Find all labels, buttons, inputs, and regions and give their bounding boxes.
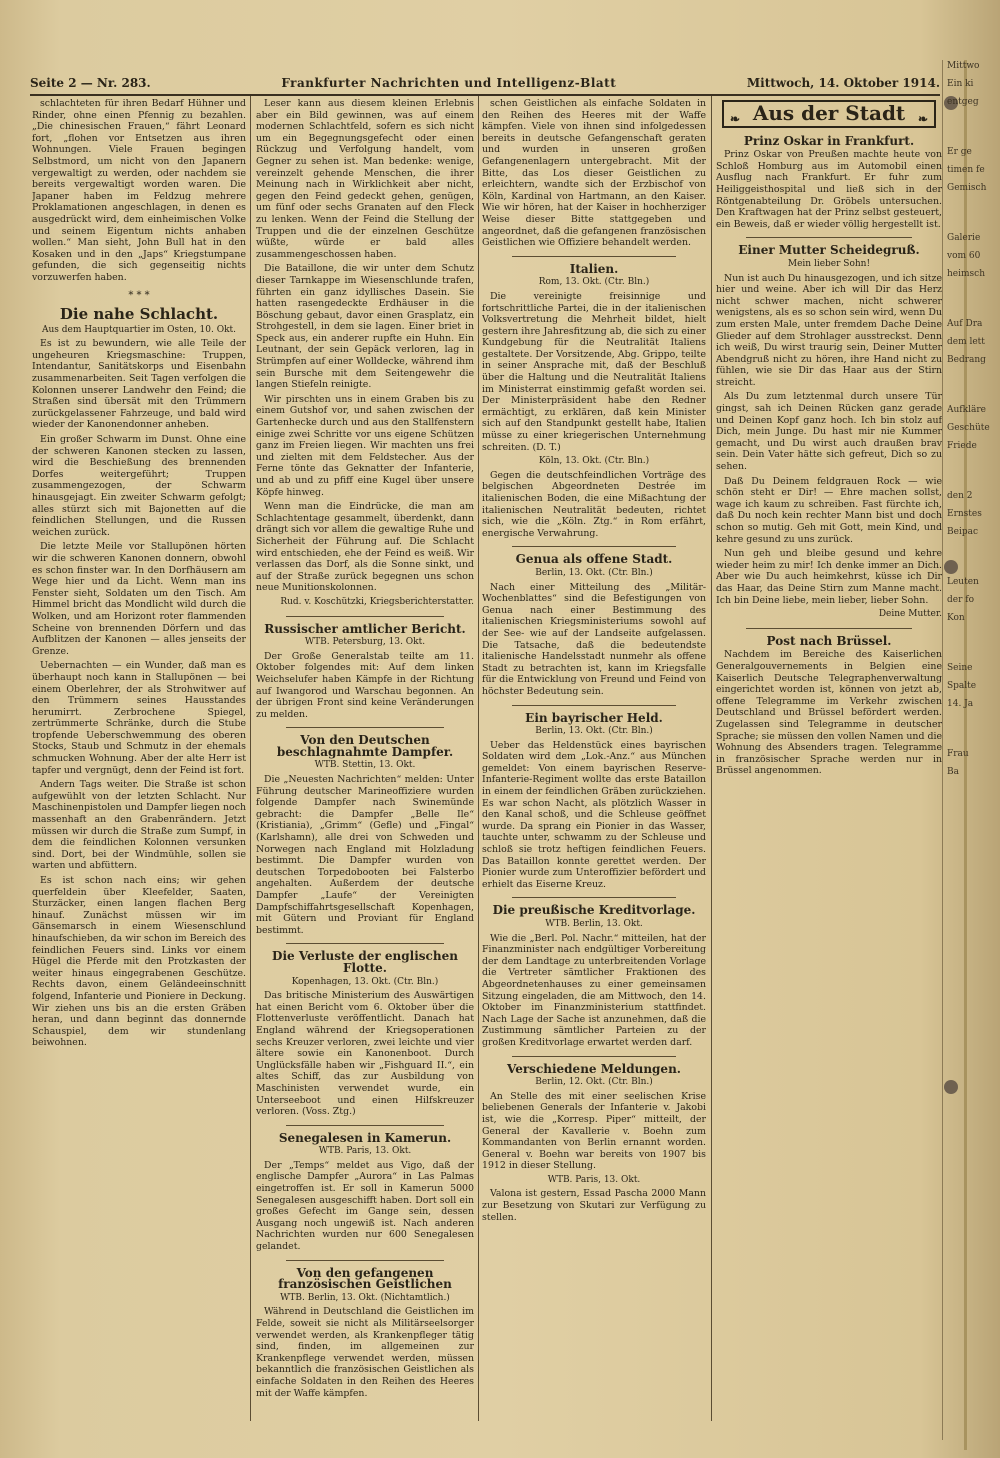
- divider: [746, 237, 912, 238]
- article-headline: Einer Mutter Scheidegruß.: [738, 243, 920, 258]
- article-headline: Russischer amtlicher Bericht.: [264, 621, 466, 636]
- divider: [512, 705, 676, 706]
- article-paragraph: Als Du zum letztenmal durch unsere Tür gingst, sah ich Deinen Rücken ganz gerade und Deinen Kopf ganz hoch. Ich bin stolz auf Dich, mein Junge. Du hast mir nie Kummer gemacht, und Du wirst auch draußen brav sein. Dein Vater hätte sich gefreut, Dich so zu sehen.: [716, 391, 942, 473]
- article-headline: Die Verluste der englischen Flotte.: [272, 949, 458, 975]
- article-paragraph: Nun geh und bleibe gesund und kehre wieder heim zu mir! Ich denke immer an Dich. Aber wie Du auch heimkehrst, küsse ich Dir das Haar, das Deine Stirn zum Manne macht. Ich bin Deine liebe, mein lieber, lieber Sohn.: [716, 548, 942, 606]
- article-headline: Verschiedene Meldungen.: [507, 1061, 681, 1076]
- issue-date: Mittwoch, 14. Oktober 1914.: [746, 76, 940, 90]
- edge-text-line: der fo: [947, 595, 974, 605]
- divider: [286, 727, 444, 728]
- dateline: Rom, 13. Okt. (Ctr. Bln.): [538, 277, 650, 288]
- dateline: WTB. Berlin, 13. Okt. (Nichtamtlich.): [280, 1292, 450, 1303]
- divider: [286, 616, 444, 617]
- article-headline: Senegalesen in Kamerun.: [278, 1130, 452, 1145]
- dateline: WTB. Paris, 13. Okt.: [547, 1174, 641, 1185]
- divider: [512, 897, 676, 898]
- section-header-box: [722, 100, 936, 128]
- dateline: WTB. Stettin, 13. Okt.: [314, 760, 416, 771]
- divider: [286, 1260, 444, 1261]
- article-paragraph: Nun ist auch Du hinausgezogen, und ich sitze hier und weine. Aber ich will Dir das Herz nicht schwer machen, nicht schwerer wenigstens, als es so schon sein wird, wenn Du zum ersten Male, unter fremdem Dache Deine Glieder auf dem Strohlager ausstreckst. Denn ich weiß, Du wirst traurig sein, Deiner Mutter Abendgruß nicht zu hören, ihre Hand nicht zu fühlen, wie sie Dir das Haar aus der Stirn streicht.: [716, 272, 942, 388]
- dateline: Berlin, 12. Okt. (Ctr. Bln.): [535, 1077, 653, 1088]
- edge-text-line: Seine: [947, 663, 973, 673]
- edge-text-line: Galerie: [947, 233, 981, 243]
- divider: [512, 256, 676, 257]
- dateline: Köln, 13. Okt. (Ctr. Bln.): [538, 456, 650, 467]
- dateline: Berlin, 13. Okt. (Ctr. Bln.): [535, 567, 653, 578]
- column-3: [482, 98, 706, 1418]
- signature: Deine Mutter.: [878, 609, 942, 620]
- dateline: Berlin, 13. Okt. (Ctr. Bln.): [535, 726, 653, 737]
- edge-text-line: dem lett: [947, 337, 985, 347]
- edge-text-line: entgeg: [947, 97, 979, 107]
- article-headline: Post nach Brüssel.: [766, 633, 892, 648]
- article-paragraph: Wir pirschten uns in einem Graben bis zu einem Gutshof vor, und sahen zwischen der Gartenhecke durch und aus den Stallfenstern einige zwei Schritte vor uns eigene Schützen ganz im Freien liegen. Wir machten uns frei und zielten mit dem Feldstecher. Aus der Ferne tönte das Geknatter der Infanterie, und ab und zu pfiff eine Kugel über unsere Köpfe hinweg.: [256, 393, 474, 498]
- article-paragraph: schen Geistlichen als einfache Soldaten in den Reihen des Heeres mit der Waffe kämpfen. Viele von ihnen sind infolgedessen bereits in deutsche Gefangenschaft geraten und wurden in unseren großen Gefangenenlagern untergebracht. Mit der Bitte, das Los dieser Geistlichen zu erleichtern, wandte sich der Erzbischof von Köln, Kardinal von Hartmann, an den Kaiser. Wie wir hören, hat der Kaiser in hochherziger Weise dieser Bitte stattgegeben und angeordnet, daß die gefangenen französischen Geistlichen wie Offiziere behandelt werden.: [482, 98, 706, 249]
- dateline: WTB. Petersburg, 13. Okt.: [304, 637, 426, 648]
- edge-text-line: Leuten: [947, 577, 979, 587]
- edge-text-line: Bedrang: [947, 355, 986, 365]
- article-paragraph: Während in Deutschland die Geistlichen im Felde, soweit sie nicht als Militärseelsorger verwendet werden, als Krankenpfleger tätig sind, finden, im allgemeinen zur Krankenpflege verwendet werden, müssen bekanntlich die französischen Geistlichen als einfache Soldaten in den Reihen des Heeres mit der Waffe kämpfen.: [256, 1306, 474, 1399]
- article-paragraph: Andern Tags weiter. Die Straße ist schon aufgewühlt von der letzten Schlacht. Nur Maschinenpistolen und Dampfer liegen noch massenhaft an den Grabenrändern. Jetzt müssen wir durch die Straße zum Sumpf, in dem die feindlichen Kolonnen versunken sind. Dort, bei der Windmühle, sollen sie warten und abfüttern.: [32, 779, 246, 872]
- article-paragraph: Der Große Generalstab teilte am 11. Oktober folgendes mit: Auf dem linken Weichselufer haben Kämpfe in der Richtung auf Iwangorod und Warschau begonnen. An der übrigen Front sind keine Veränderungen zu melden.: [256, 650, 474, 720]
- byline: Rud. v. Koschützki, Kriegsberichterstatter.: [280, 596, 474, 607]
- edge-text-line: Beipac: [947, 527, 978, 537]
- edge-text-line: Ein ki: [947, 79, 974, 89]
- article-paragraph: An Stelle des mit einer seelischen Krise beliebenen Generals der Infanterie v. Jakobi ist, wie die „Korresp. Piper“ mitteilt, der General der Kavallerie v. Boehn zum Kommandanten von Berlin ernannt worden. General v. Boehn war bereits von 1907 bis 1912 in dieser Stellung.: [482, 1090, 706, 1172]
- article-paragraph: Nachdem im Bereiche des Kaiserlichen Generalgouvernements in Belgien eine Kaiserlich Deutsche Telegraphenverwaltung eingerichtet worden ist, können von jetzt ab, offene Telegramme im Verkehr zwischen Deutschland und Brüssel befördert werden. Zugelassen sind Telegramme in deutscher Sprache; sie müssen den vollen Namen und die Wohnung des Absenders tragen. Telegramme in französischer Sprache werden nur in Brüssel angenommen.: [716, 649, 942, 777]
- column-rule: [478, 96, 479, 1421]
- article-headline: Die nahe Schlacht.: [59, 305, 219, 324]
- edge-text-line: timen fe: [947, 165, 985, 175]
- column-2: [256, 98, 474, 1418]
- masthead: [30, 72, 940, 96]
- dateline: WTB. Berlin, 13. Okt.: [545, 919, 643, 929]
- dateline: Kopenhagen, 13. Okt. (Ctr. Bln.): [291, 976, 439, 987]
- article-paragraph: Valona ist gestern, Essad Pascha 2000 Mann zur Besetzung von Skutari zur Verfügung zu stellen.: [482, 1188, 706, 1223]
- article-paragraph: Daß Du Deinem feldgrauen Rock — wie schön steht er Dir! — Ehre machen sollst, wage ich kaum zu schreiben. Fast fürchte ich, daß Du noch kein rechter Mann bist und doch schon so mutig. Geh mit Gott, mein Kind, und kehre gesund zu uns zurück.: [716, 475, 942, 545]
- article-paragraph: Der „Temps“ meldet aus Vigo, daß der englische Dampfer „Aurora“ in Las Palmas eingetroffen ist. Er soll in Kamerun 5000 Senegalesen ausgeschifft haben. Dort soll ein großes Gefecht im Gange sein, dessen Ausgang noch ungewiß ist. Nach anderen Nachrichten wurden nur 600 Senegalesen gelandet.: [256, 1159, 474, 1253]
- section-title: Aus der Stadt: [752, 101, 906, 125]
- article-paragraph: Das britische Ministerium des Auswärtigen hat einen Bericht vom 6. Oktober über die Flottenverluste veröffentlicht. Danach hat England während der Kriegsoperationen sechs Kreuzer verloren, zwei leichte und vier ältere sowie ein Kanonenboot. Durch Unglücksfälle haben wir „Fishguard II.“, ein altes Schiff, das zur Ausbildung von Maschinisten verwendet wurde, ein Unterseeboot und einen Hilfskreuzer verloren. (Voss. Ztg.): [256, 990, 474, 1118]
- edge-text-line: 14. Ja: [947, 699, 974, 709]
- column-4: [716, 98, 942, 1418]
- newspaper-title: Frankfurter Nachrichten und Intelligenz-Blatt: [281, 76, 617, 90]
- article-paragraph: schlachteten für ihren Bedarf Hühner und Rinder, ohne einen Pfennig zu bezahlen. „Die chinesischen Frauen,“ fährt Leonard fort, „flohen vor Entsetzen aus ihren Wohnungen. Viele Frauen begingen Selbstmord, um nicht von den Japanern vergewaltigt zu werden, oder nachdem sie bereits vergewaltigt worden waren. Die Japaner haben im Feldzug mehrere Proklamationen angeschlagen, in denen es ausgedrückt wird, dem einheimischen Volke und seinem Eigentum nichts anhaben wollen.“ Man sieht, John Bull hat in den Kosaken und in den „Japs“ Kriegstumpane gefunden, die sich gegenseitig nichts vorzuwerfen haben.: [32, 98, 246, 283]
- edge-text-line: Aufkläre: [947, 405, 986, 415]
- edge-text-line: Kon: [947, 613, 965, 623]
- article-headline: Von den gefangenen französischen Geistlichen: [278, 1265, 452, 1292]
- article-headline: Die preußische Kreditvorlage.: [492, 903, 696, 918]
- edge-text-line: Gemisch: [947, 183, 987, 193]
- page-number: Seite 2 — Nr. 283.: [30, 76, 151, 90]
- article-paragraph: Wie die „Berl. Pol. Nachr.“ mitteilen, hat der Finanzminister nach endgültiger Vorbereitung der dem Landtage zu unterbreitenden Vorlage die Vertreter sämtlicher Fraktionen des Abgeordnetenhauses zu einer gemeinsamen Sitzung eingeladen, die am Mittwoch, den 14. Oktober im Finanzministerium stattfindet. Nach Lage der Sache ist anzunehmen, daß die Zustimmung sämtlicher Parteien zu der großen Kreditvorlage erwartet werden darf.: [482, 932, 706, 1048]
- article-paragraph: Uebernachten — ein Wunder, daß man es überhaupt noch kann in Stallupönen — bei einem Oberlehrer, der als Strohwitwer auf den Trümmern seines Hausstandes herumirrt. Zerbrochene Spiegel, zertrümmerte Schränke, durch die Stube tropfende Ueberschwemmung des oberen Stocks, Staub und Schmutz in der ehemals schmucken Wohnung. Aber der alte Herr ist tapfer und vergnügt, denn der Feind ist fort.: [32, 660, 246, 776]
- article-paragraph: Es ist zu bewundern, wie alle Teile der ungeheuren Kriegsmaschine: Truppen, Intendantur, Sanitätskorps und Eisenbahn zusammenarbeiten. Seit Tagen verfolgen die Kolonnen unserer Landwehr den Feind; die Straßen sind übersät mit den Trümmern zurückgelassener Fahrzeuge, und bald wird wieder der Kanonendonner anheben.: [32, 338, 246, 431]
- edge-text-line: Mittwo: [947, 61, 980, 71]
- article-headline: Genua als offene Stadt.: [515, 552, 673, 567]
- article-paragraph: Die vereinigte freisinnige und fortschrittliche Partei, die in der italienischen Volksvertretung die Mehrheit bildet, hielt gestern ihre Jahresfitzung ab, die sich zu einer Kundgebung für die Neutralität Italiens gestaltete. Der Vorsitzende, Abg. Grippo, teilte in seiner Ansprache mit, daß der Beschluß über die Haltung und die Neutralität Italiens im Ministerrat einstimmig gefaßt worden sei. Der Ministerpräsident habe den Redner ermächtigt, zu erklären, daß kein Minister sich auf den Standpunkt gestellt habe, Italien müsse zu einer kriegerischen Unternehmung schreiten. (D. T.): [482, 290, 706, 453]
- column-rule: [711, 96, 712, 1421]
- edge-text-line: vom 60: [947, 251, 981, 261]
- article-headline: Italien.: [569, 261, 619, 276]
- edge-text-line: heimsch: [947, 269, 985, 279]
- section-ornament: * * *: [128, 289, 150, 301]
- edge-text-line: Frau: [947, 749, 969, 759]
- edge-text-line: Geschüte: [947, 423, 990, 433]
- dateline: WTB. Paris, 13. Okt.: [318, 1146, 412, 1157]
- edge-text-line: Spalte: [947, 681, 977, 691]
- article-paragraph: Ueber das Heldenstück eines bayrischen Soldaten wird dem „Lok.-Anz.“ aus München gemeldet: Von einem bayrischen Reserve-Infanterie-Regiment wollte das erste Bataillon in einem der feindlichen Gräben zurückziehen. Es war schon Nacht, als plötzlich Wasser in den Kanal schoß, und die Schleuse geöffnet wurde. Da sprang ein Pionier in das Wasser, tauchte unter, schwamm zu der Schleuse und schloß sie trotz heftigen feindlichen Feuers. Das Bataillon konnte gerettet werden. Der Pionier wurde zum Unteroffizier befördert und erhielt das Eiserne Kreuz.: [482, 739, 706, 890]
- edge-text-line: Er ge: [947, 147, 972, 157]
- ornament-icon: ❧: [917, 112, 928, 126]
- article-paragraph: Ein großer Schwarm im Dunst. Ohne eine der schweren Kanonen stecken zu lassen, wird die Beschießung des brennenden Dorfes weitergeführt; Truppen zusammengezogen, der Schwarm hinausgejagt. Ein zweiter Schwarm gefolgt; alles stürzt sich mit Bajonetten auf die feindlichen Stellungen, und die Russen weichen zurück.: [32, 434, 246, 538]
- divider: [746, 628, 912, 629]
- salutation: Mein lieber Sohn!: [787, 258, 871, 269]
- divider: [286, 1125, 444, 1126]
- article-paragraph: Leser kann aus diesem kleinen Erlebnis aber ein Bild gewinnen, was auf einem modernen Schlachtfeld, sofern es sich nicht um ein Begegnungsgefecht oder einen Rückzug und Verfolgung handelt, vom Gegner zu sehen ist. Man bedenke: wenige, vereinzelt gehende Menschen, die ihrer Meinung nach in Wirklichkeit aber nicht, gegen den Feind gedeckt gehen, genügen, um fünf oder sechs Granaten auf den Fleck zu lenken. Wenn der Feind die Stellung der Truppen und die der einzelnen Geschütze wüßte, würde er bald alles zusammengeschossen haben.: [256, 98, 474, 260]
- edge-text-line: Ba: [947, 767, 959, 777]
- edge-text-line: den 2: [947, 491, 973, 501]
- article-headline: Ein bayrischer Held.: [525, 710, 663, 725]
- article-paragraph: Wenn man die Eindrücke, die man am Schlachtentage gesammelt, überdenkt, dann drängt sich vor allem die gewaltige Ruhe und Sicherheit der Führung auf. Die Schlacht wird entschieden, ehe der Feind es weiß. Wir verlassen das Dorf, als die Sonne sinkt, und auf der Straße zurück begegnen uns schon neue Munitionskolonnen.: [256, 501, 474, 594]
- article-headline: Von den Deutschen beschlagnahmte Dampfer.: [276, 733, 454, 759]
- divider: [512, 546, 676, 547]
- ornament-icon: ❧: [730, 112, 741, 126]
- divider: [286, 943, 444, 944]
- article-paragraph: Gegen die deutschfeindlichen Vorträge des belgischen Abgeordneten Destrée im italienischen Boden, die eine Mißachtung der italienischen Neutralität bedeuten, richtet sich, wie die „Köln. Ztg.“ in Rom erfährt, energische Verwahrung.: [482, 469, 706, 539]
- article-paragraph: Es ist schon nach eins; wir gehen querfeldein über Kleefelder, Saaten, Sturzäcker, einen langen flachen Berg hinauf. Zunächst müssen wir im Gänsemarsch in einem Wiesenschlund hinaufschieben, da wir schon im Bereich des feindlichen Feuers sind. Links vor einem Hügel die Pferde mit den Protzkasten der weiter hinaus eingegrabenen Geschütze. Rechts davon, einem Geländeeinschnitt folgend, Infanterie und Pioniere in Deckung. Wir ziehen uns bis an die ersten Gräben heran, und dann beginnt das donnernde Schauspiel, dem wir stundenlang beiwohnen.: [32, 875, 246, 1049]
- divider: [512, 1056, 676, 1057]
- article-paragraph: Prinz Oskar von Preußen machte heute von Schloß Homburg aus im Automobil einen Ausflug nach Frankfurt. Er fuhr zum Heiliggeisthospital und ließ sich in der Röntgenabteilung Dr. Gröbels untersuchen. Den Kraftwagen hat der Prinz selbst gesteuert, ein Beweis, daß er wieder völlig hergestellt ist.: [716, 149, 942, 230]
- edge-text-line: Ernstes: [947, 509, 982, 519]
- article-paragraph: Die letzte Meile vor Stallupönen hörten wir die schweren Kanonen donnern, obwohl es schon finster war. In den Dorfhäusern am Wege hier und da Licht. Wenn man ins Fenster sieht, Soldaten um den Tisch. Am Himmel bricht das Mondlicht wild durch die Wolken, und am Horizont roter flammenden Scheine von brennenden Dörfern und das Aufblitzen der Kanonen — alles jenseits der Grenze.: [32, 541, 246, 657]
- article-paragraph: Die Bataillone, die wir unter dem Schutz dieser Tarnkappe im Wiesenschlunde trafen, führten ein ganz idyllisches Dasein. Sie hatten rasengedeckte Erdhäuser in die Böschung gebaut, davor einen Grasplatz, ein Strohgestell, in dem sie lagen. Einer briet in Speck aus, ein anderer rupfte ein Huhn. Ein Leutnant, der sein Gepäck verloren, lag in Strümpfen auf einer Wolldecke, während ihm sein Bursche mit dem Seitengewehr die langen Stiefeln reinigte.: [256, 263, 474, 391]
- article-paragraph: Die „Neuesten Nachrichten“ melden: Unter Führung deutscher Marineoffiziere wurden folgende Dampfer nach Swinemünde gebracht: die Dampfer „Belle Ile“ (Kristiania), „Grimm“ (Gefle) und „Fingal“ (Karlshamn), alle drei von Schweden und Norwegen nach England mit Holzladung bestimmt. Die Dampfer wurden von deutschen Torpedobooten bei Falsterbo angehalten. Außerdem der deutsche Dampfer „Laufe“ der Vereinigten Dampfschiffahrtsgesellschaft Kopenhagen, mit Gütern und Proviant für England bestimmt.: [256, 774, 474, 936]
- article-paragraph: Nach einer Mitteilung des „Militär-Wochenblattes“ sind die Befestigungen von Genua nach einer Bestimmung des italienischen Kriegsministeriums sowohl auf der See- wie auf der Landseite aufgelassen. Die Tatsache, daß die bedeutendste italienische Handelsstadt nunmehr als offene Stadt zu betrachten ist, kann im Kriegsfalle für die Entwicklung von Freund und Feind von höchster Bedeutung sein.: [482, 581, 706, 697]
- article-headline: Prinz Oskar in Frankfurt.: [743, 133, 915, 148]
- dateline: Aus dem Hauptquartier im Osten, 10. Okt.: [41, 324, 237, 335]
- adjacent-page-edge: [942, 60, 1000, 1440]
- column-1: [32, 98, 246, 1418]
- edge-text-line: Auf Dra: [947, 319, 983, 329]
- edge-text-line: Friede: [947, 441, 977, 451]
- column-rule: [250, 96, 251, 1421]
